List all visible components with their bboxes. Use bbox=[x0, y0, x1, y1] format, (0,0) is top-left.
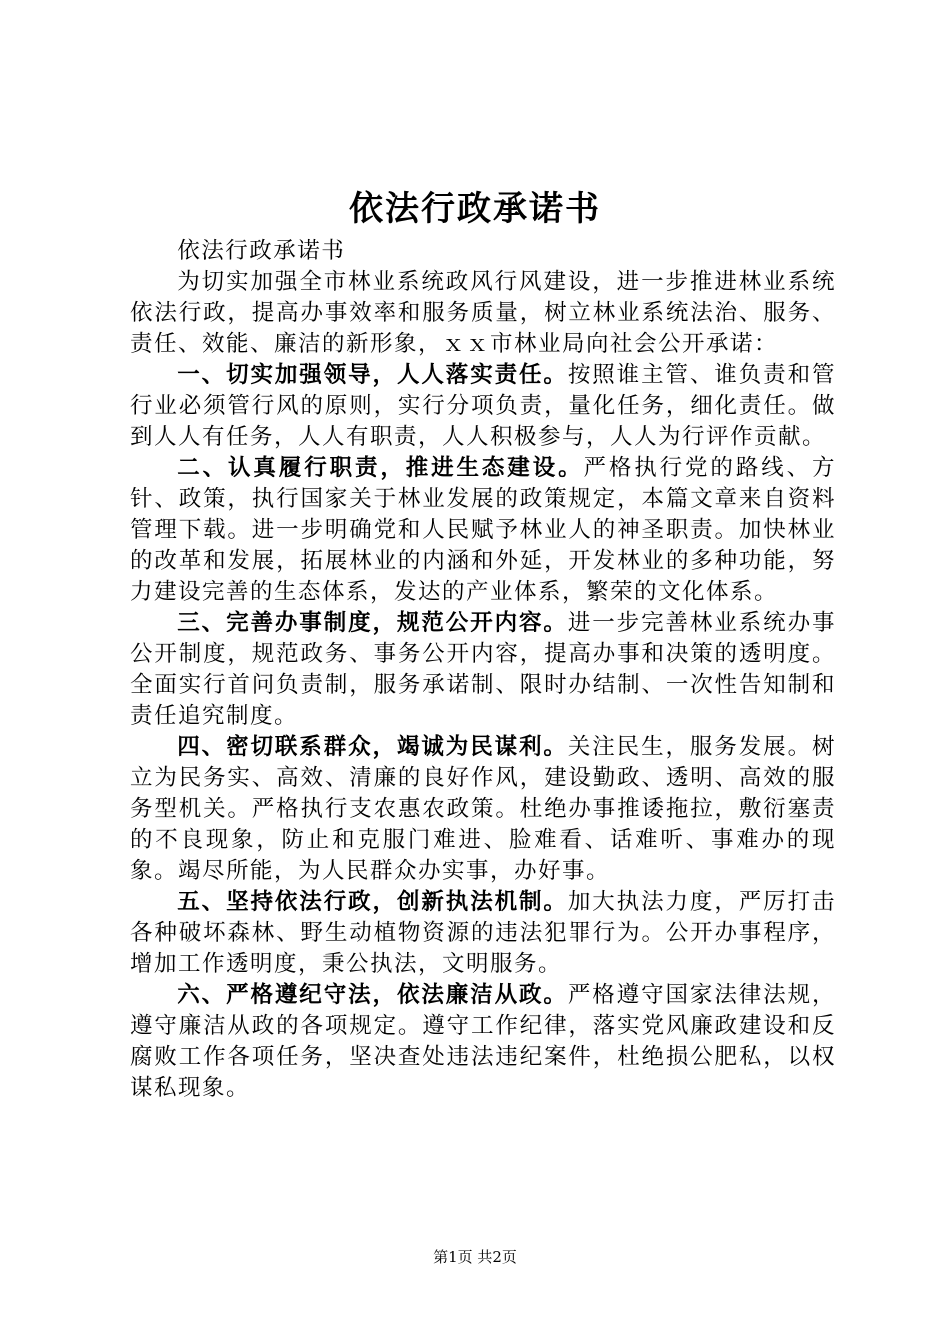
section-1 bbox=[130, 360, 836, 453]
section-2-heading: 二、认真履行职责，推进生态建设。 bbox=[177, 455, 584, 481]
section-6 bbox=[130, 980, 836, 1104]
intro-paragraph: 为切实加强全市林业系统政风行风建设，进一步推进林业系统依法行政，提高办事效率和服务质量，树立林业系统法治、服务、责任、效能、廉洁的新形象，ｘｘ市林业局向社会公开承诺： bbox=[130, 269, 836, 357]
section-2-text: 严格执行党的路线、方针、政策，执行国家关于林业发展的政策规定，本篇文章来自资料管理下载。进一步明确党和人民赋予林业人的神圣职责。加快林业的改革和发展，拓展林业的内涵和外延，开发林业的多种功能，努力建设完善的生态体系，发达的产业体系，繁荣的文化体系。 bbox=[130, 455, 836, 605]
document-subtitle: 依法行政承诺书 bbox=[177, 238, 346, 264]
section-4-heading: 四、密切联系群众，竭诚为民谋利。 bbox=[177, 734, 568, 760]
section-1-heading: 一、切实加强领导，人人落实责任。 bbox=[177, 362, 568, 388]
document-body bbox=[130, 236, 836, 1104]
section-3-heading: 三、完善办事制度，规范公开内容。 bbox=[177, 610, 568, 636]
section-3 bbox=[130, 608, 836, 732]
section-5-heading: 五、坚持依法行政，创新执法机制。 bbox=[177, 889, 568, 915]
section-2 bbox=[130, 453, 836, 608]
section-1-text: 按照谁主管、谁负责和管行业必须管行风的原则，实行分项负责，量化任务，细化责任。做到人人有任务，人人有职责，人人积极参与，人人为行评作贡献。 bbox=[130, 362, 836, 450]
section-4-text: 关注民生，服务发展。树立为民务实、高效、清廉的良好作风，建设勤政、透明、高效的服务型机关。严格执行支农惠农政策。杜绝办事推诿拖拉，敷衍塞责的不良现象，防止和克服门难进、脸难看、话难听、事难办的现象。竭尽所能，为人民群众办实事，办好事。 bbox=[130, 734, 836, 884]
section-4 bbox=[130, 732, 836, 887]
section-3-text: 进一步完善林业系统办事公开制度，规范政务、事务公开内容，提高办事和决策的透明度。全面实行首问负责制，服务承诺制、限时办结制、一次性告知制和责任追究制度。 bbox=[130, 610, 836, 729]
section-6-heading: 六、严格遵纪守法，依法廉洁从政。 bbox=[177, 982, 568, 1008]
document-title: 依法行政承诺书 bbox=[349, 189, 601, 229]
section-6-text: 严格遵守国家法律法规，遵守廉洁从政的各项规定。遵守工作纪律，落实党风廉政建设和反腐败工作各项任务，坚决查处违法违纪案件，杜绝损公肥私，以权谋私现象。 bbox=[130, 982, 836, 1101]
page-number-footer: 第1页 共2页 bbox=[433, 1248, 517, 1266]
section-5-text: 加大执法力度，严厉打击各种破坏森林、野生动植物资源的违法犯罪行为。公开办事程序，增加工作透明度，秉公执法，文明服务。 bbox=[130, 889, 836, 977]
section-5 bbox=[130, 887, 836, 980]
